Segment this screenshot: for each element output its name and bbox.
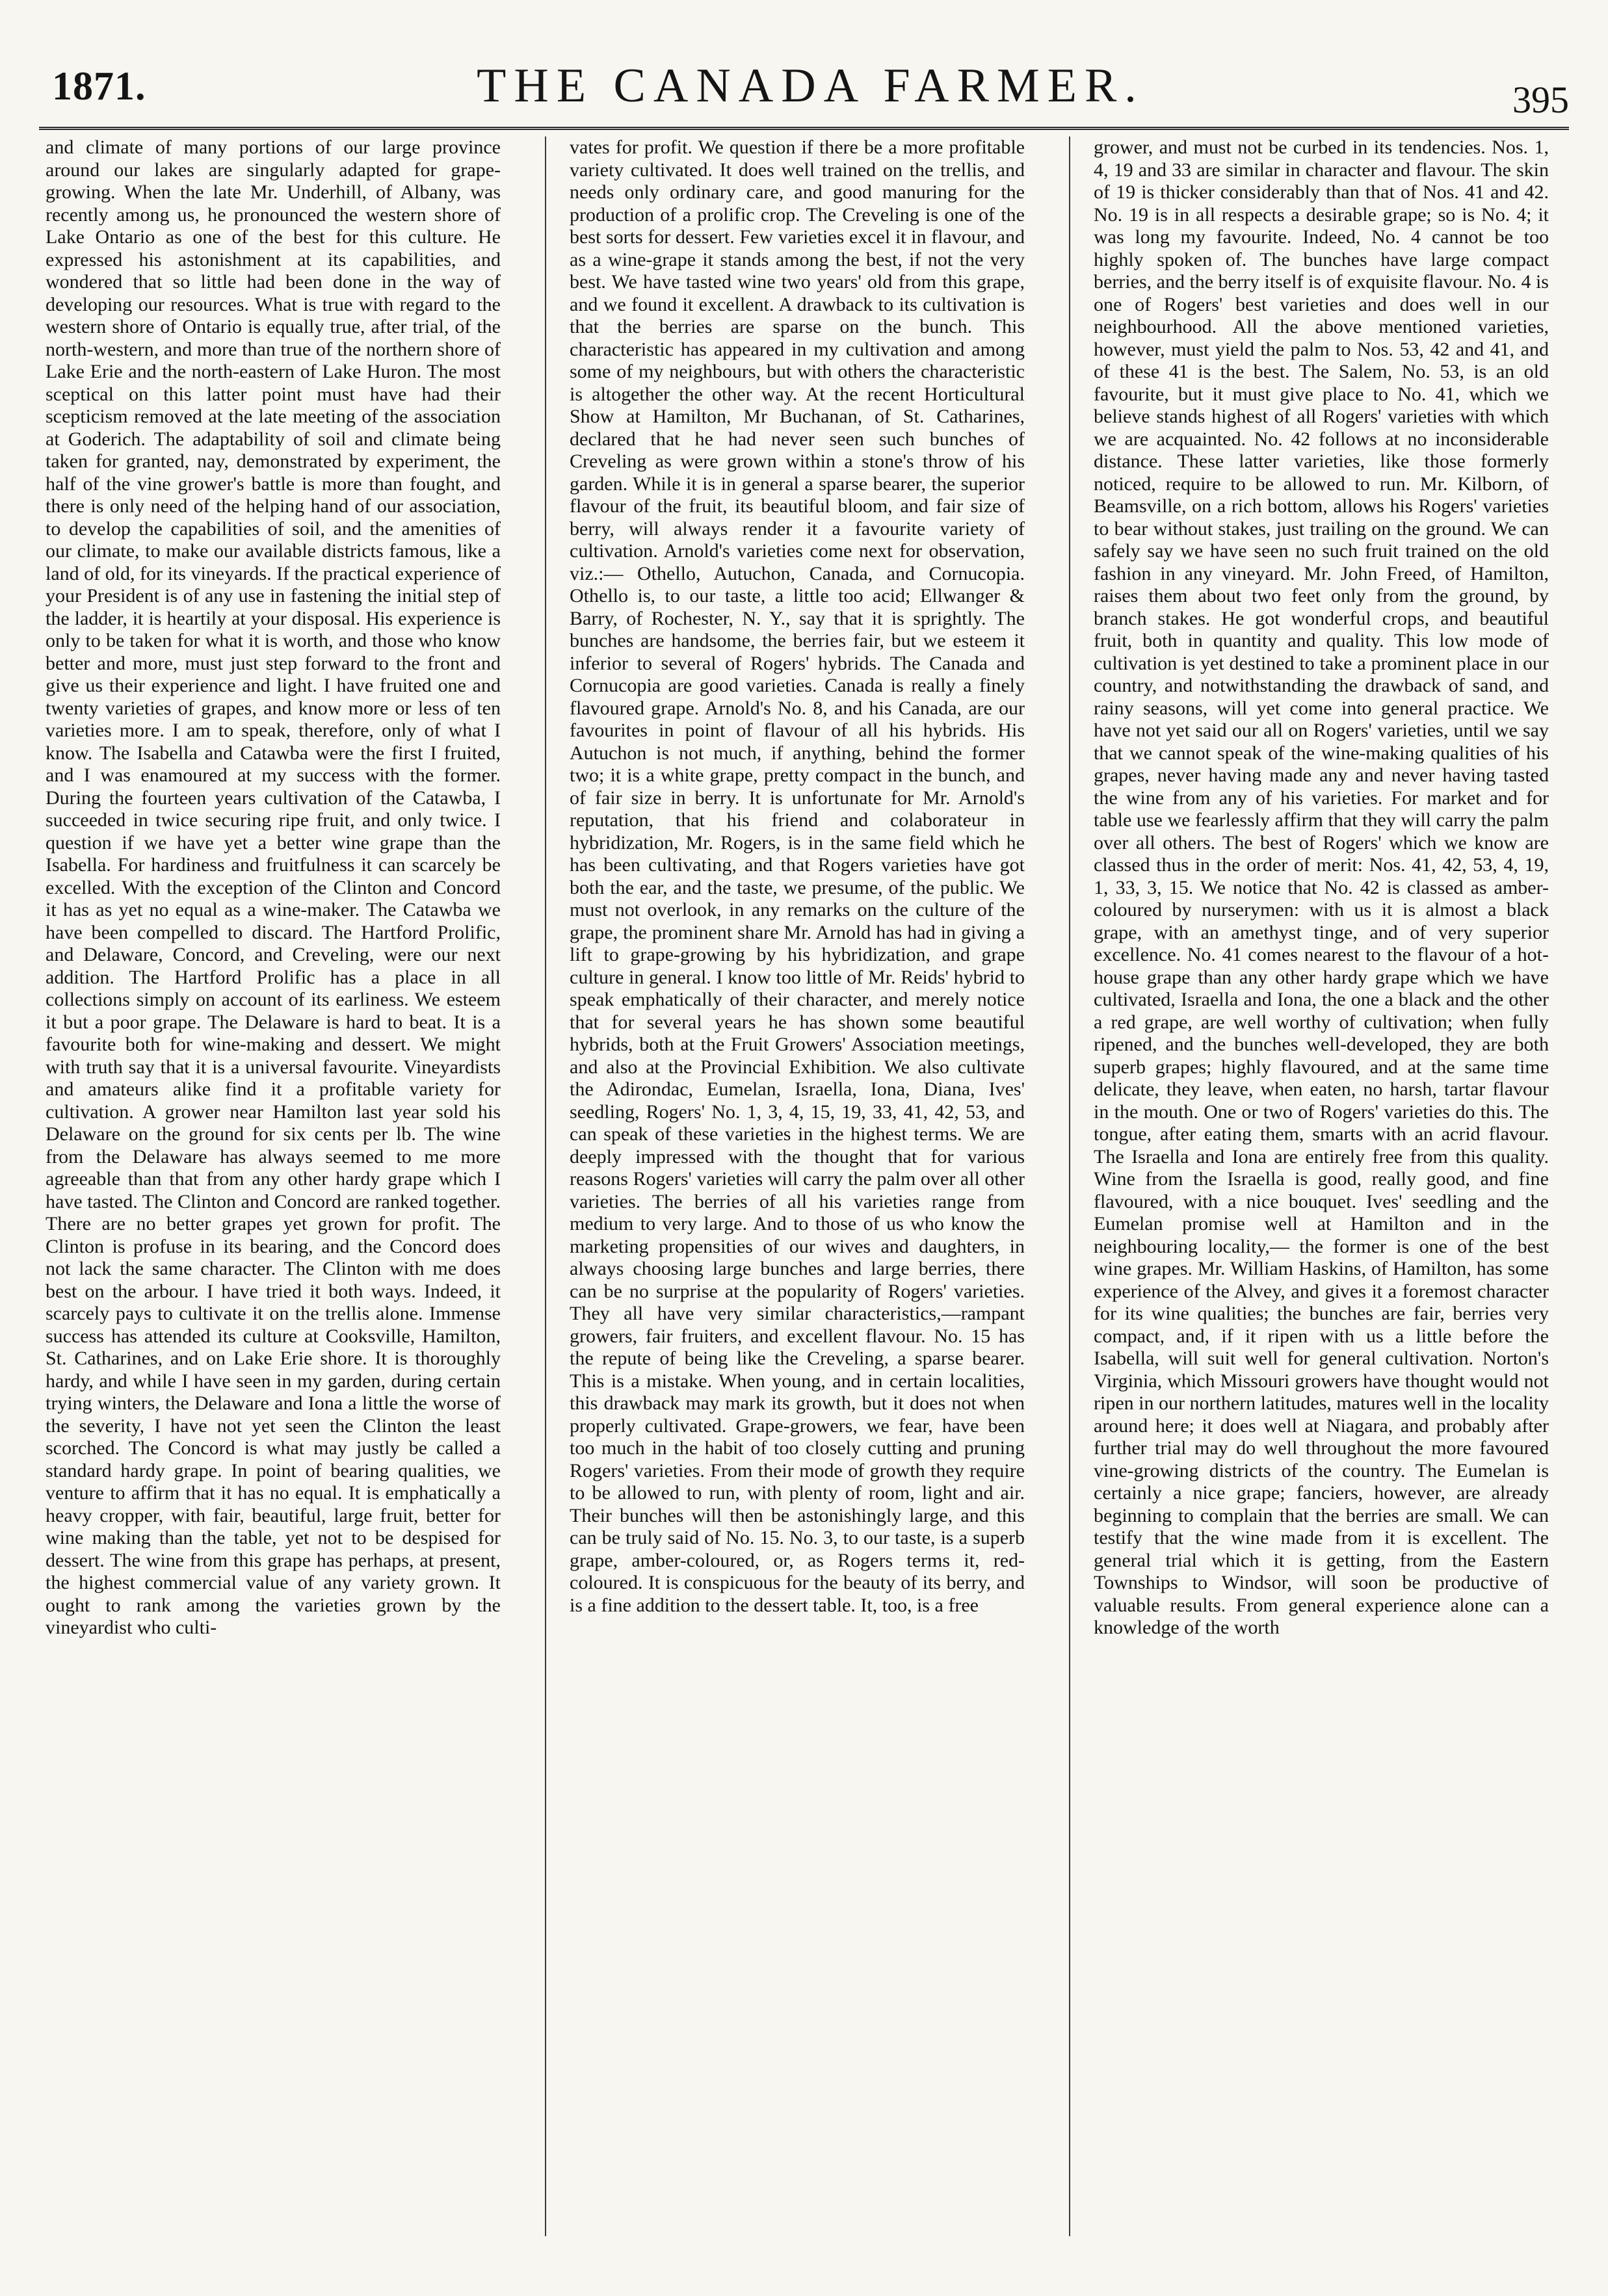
column-3-text: grower, and must not be curbed in its tendencies. Nos. 1, 4, 19 and 33 are similar in character and flavour. The skin of 19 is thicker considerably than that of Nos. 41 and 42. No. 19 is in all respects a desirable grape; so is No. 4; it was long my favourite. Indeed, No. 4 cannot be too highly spoken of. The bunches have large compact berries, and the berry itself is of exquisite flavour. No. 4 is one of Rogers' best varieties and does well in our neighbourhood. All the above mentioned varieties, however, must yield the palm to Nos. 53, 42 and 41, and of these 41 is the best. The Salem, No. 53, is an old favourite, but it must give place to No. 41, which we believe stands highest of all Rogers' varieties with which we are acquainted. No. 42 follows at no inconsiderable distance. These latter varieties, like those formerly noticed, require to be allowed to run. Mr. Kilborn, of Beamsville, on a rich bottom, allows his Rogers' varieties to bear without stakes, just trailing on the ground. We can safely say we have seen no such fruit trained on the old fashion in any vineyard. Mr. John Freed, of Hamilton, raises them about two feet only from the ground, by branch stakes. He got wonderful crops, and beautiful fruit, both in quantity and quality. This low mode of cultivation is yet destined to take a prominent place in our country, and notwithstanding the drawback of sand, and rainy seasons, will yet come into general practice. We have not yet said our all on Rogers' varieties, until we say that we cannot speak of the wine-making qualities of his grapes, never having made any and never having tasted the wine from any of his varieties. For market and for table use we fearlessly affirm that they will carry the palm over all others. The best of Rogers' which we know are classed thus in the order of merit: Nos. 41, 42, 53, 4, 19, 1, 33, 3, 15. We notice that No. 42 is classed as amber-coloured by nurserymen: with us it is almost a black grape, with an amethyst tinge, and of very superior excellence. No. 41 comes nearest to the flavour of a hot-house grape than any other hardy grape which we have cultivated, Israella and Iona, the one a black and the other a red grape, are well worthy of cultivation; when fully ripened, and the bunches well-developed, they are both superb grapes; highly flavoured, and at the same time delicate, they leave, when eaten, no harsh, tartar flavour in the mouth. One or two of Rogers' varieties do this. The tongue, after eating them, smarts with an acrid flavour. The Israella and Iona are entirely free from this quality. Wine from the Israella is good, really good, and fine flavoured, with a nice bouquet. Ives' seedling and the Eumelan promise well at Hamilton and in the neighbouring locality,— the former is one of the best wine grapes. Mr. William Haskins, of Hamilton, has some experience of the Alvey, and gives it a foremost character for its wine qualities; the bunches are fair, berries very compact, and, if it ripen with us a little before the Isabella, will suit well for general cultivation. Norton's Virginia, which Missouri growers have thought would not ripen in our northern latitudes, matures well in the locality around here; it does well at Niagara, and probably after further trial may do well throughout the more favoured vine-growing districts of the country. The Eumelan is certainly a nice grape; fanciers, however, are already beginning to complain that the berries are small. We can testify that the wine made from it is excellent. The general trial which it is getting, from the Eastern Townships to Windsor, will soon be productive of valuable results. From general experience alone can a knowledge of the worth (1094, 137, 1549, 1638)
text-column-3 (1094, 137, 1549, 2236)
text-column-1 (46, 137, 501, 2236)
column-1-text: and climate of many portions of our large province around our lakes are singularly adapted for grape-growing. When the late Mr. Underhill, of Albany, was recently among us, he pronounced the western shore of Lake Ontario as one of the best for this culture. He expressed his astonishment at its capabilities, and wondered that so little had been done in the way of developing our resources. What is true with regard to the western shore of Ontario is equally true, after trial, of the north-western, and more than true of the northern shore of Lake Erie and the north-eastern of Lake Huron. The most sceptical on this latter point must have had their scepticism removed at the late meeting of the association at Goderich. The adaptability of soil and climate being taken for granted, nay, demonstrated by experiment, the half of the vine grower's battle is more than fought, and there is only need of the helping hand of our association, to develop the capabilities of soil, and the amenities of our climate, to make our available districts famous, like a land of old, for its vineyards. If the practical experience of your President is of any use in fastening the initial step of the ladder, it is heartily at your disposal. His experience is only to be taken for what it is worth, and those who know better and more, must just step forward to the front and give us their experience and light. I have fruited one and twenty varieties of grapes, and know more or less of ten varieties more. I am to speak, therefore, only of what I know. The Isabella and Catawba were the first I fruited, and I was enamoured at my success with the former. During the fourteen years cultivation of the Catawba, I succeeded in twice securing ripe fruit, and only twice. I question if we have yet a better wine grape than the Isabella. For hardiness and fruitfulness it can scarcely be excelled. With the exception of the Clinton and Concord it has as yet no equal as a wine-maker. The Catawba we have been compelled to discard. The Hartford Prolific, and Delaware, Concord, and Creveling, were our next addition. The Hartford Prolific has a place in all collections simply on account of its earliness. We esteem it but a poor grape. The Delaware is hard to beat. It is a favourite both for wine-making and dessert. We might with truth say that it is a universal favourite. Vineyardists and amateurs alike find it a profitable variety for cultivation. A grower near Hamilton last year sold his Delaware on the ground for six cents per lb. The wine from the Delaware has always seemed to me more agreeable than that from any other hardy grape which I have tasted. The Clinton and Concord are ranked together. There are no better grapes yet grown for profit. The Clinton is profuse in its bearing, and the Concord does not lack the same character. The Clinton with me does best on the arbour. I have tried it both ways. Indeed, it scarcely pays to cultivate it on the trellis alone. Immense success has attended its culture at Cooksville, Hamilton, St. Catharines, and on Lake Erie shore. It is thoroughly hardy, and while I have seen in my garden, during certain trying winters, the Delaware and Iona a little the worse of the severity, I have not yet seen the Clinton the least scorched. The Concord is what may justly be called a standard hardy grape. In point of bearing qualities, we venture to affirm that it has no equal. It is emphatically a heavy cropper, with fair, beautiful, large fruit, better for wine making than the table, yet not to be despised for dessert. The wine from this grape has perhaps, at present, the highest commercial value of any variety grown. It ought to rank among the varieties grown by the vineyardist who culti- (46, 137, 501, 1638)
header-year: 1871. (52, 64, 146, 109)
article-body (46, 137, 1551, 2236)
header-rule (39, 127, 1569, 130)
text-column-2 (570, 137, 1025, 2236)
publication-title: THE CANADA FARMER. (477, 59, 1144, 112)
page-number: 395 (1512, 79, 1569, 121)
column-2-text: vates for profit. We question if there be a more profitable variety cultivated. It does well trained on the trellis, and needs only ordinary care, and good manuring for the production of a prolific crop. The Creveling is one of the best sorts for dessert. Few varieties excel it in flavour, and as a wine-grape it stands among the best, if not the very best. We have tasted wine two years' old from this grape, and we found it excellent. A drawback to its cultivation is that the berries are sparse on the bunch. This characteristic has appeared in my cultivation and among some of my neighbours, but with others the characteristic is altogether the other way. At the recent Horticultural Show at Hamilton, Mr Buchanan, of St. Catharines, declared that he had never seen such bunches of Creveling as were grown within a stone's throw of his garden. While it is in general a sparse bearer, the superior flavour of the fruit, its beautiful bloom, and fair size of berry, will always render it a favourite variety of cultivation. Arnold's varieties come next for observation, viz.:— Othello, Autuchon, Canada, and Cornucopia. Othello is, to our taste, a little too acid; Ellwanger & Barry, of Rochester, N. Y., say that it is sprightly. The bunches are handsome, the berries fair, but we esteem it inferior to several of Rogers' hybrids. The Canada and Cornucopia are good varieties. Canada is really a finely flavoured grape. Arnold's No. 8, and his Canada, are our favourites in point of flavour of all his hybrids. His Autuchon is not much, if anything, behind the former two; it is a white grape, pretty compact in the bunch, and of fair size in berry. It is unfortunate for Mr. Arnold's reputation, that his friend and colaborateur in hybridization, Mr. Rogers, is in the same field which he has been cultivating, and that Rogers varieties have got both the ear, and the taste, we presume, of the public. We must not overlook, in any remarks on the culture of the grape, the prominent share Mr. Arnold has had in giving a lift to grape-growing by his hybridization, and grape culture in general. I know too little of Mr. Reids' hybrid to speak emphatically of their character, and merely notice that for several years he has shown some beautiful hybrids, both at the Fruit Growers' Association meetings, and also at the Provincial Exhibition. We also cultivate the Adirondac, Eumelan, Israella, Iona, Diana, Ives' seedling, Rogers' No. 1, 3, 4, 15, 19, 33, 41, 42, 53, and can speak of these varieties in the highest terms. We are deeply impressed with the thought that for various reasons Rogers' varieties will carry the palm over all other varieties. The berries of all his varieties range from medium to very large. And to those of us who know the marketing propensities of our wives and daughters, in always choosing large bunches and large berries, there can be no surprise at the popularity of Rogers' varieties. They all have very similar characteristics,—rampant growers, fair fruiters, and excellent flavour. No. 15 has the repute of being like the Creveling, a sparse bearer. This is a mistake. When young, and in certain localities, this drawback may mark its growth, but it does not when properly cultivated. Grape-growers, we fear, have been too much in the habit of too closely cutting and pruning Rogers' varieties. From their mode of growth they require to be allowed to run, with plenty of room, light and air. Their bunches will then be astonishingly large, and this can be truly said of No. 15. No. 3, to our taste, is a superb grape, amber-coloured, or, as Rogers terms it, red-coloured. It is conspicuous for the beauty of its berry, and is a fine addition to the dessert table. It, too, is a free (570, 137, 1025, 1616)
page-header (39, 52, 1582, 130)
